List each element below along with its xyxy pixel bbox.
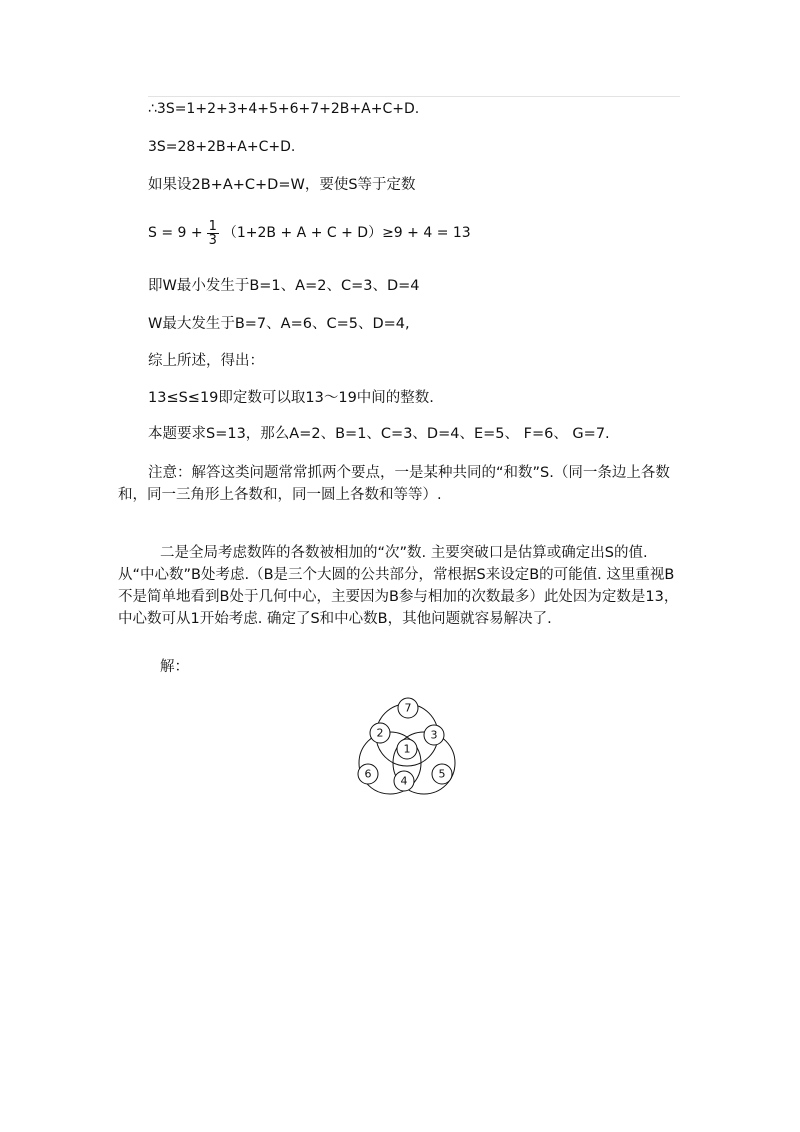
number-bottom: 4 — [400, 774, 408, 788]
text-line-8: 13≤S≤19即定数可以取13～19中间的整数. — [148, 390, 434, 406]
equation-line-1: ∴3S=1+2+3+4+5+6+7+2B+A+C+D. — [148, 101, 420, 117]
number-top: 7 — [404, 701, 412, 715]
fraction-numerator: 1 — [208, 218, 217, 234]
text-line-7: 综上所述，得出： — [148, 353, 264, 369]
formula-right: （1+2B + A + C + D）≥9 + 4 = 13 — [222, 225, 471, 241]
formula-left: S = 9 + — [148, 225, 203, 241]
solution-label: 解： — [160, 659, 189, 675]
number-bottom-left: 6 — [364, 767, 372, 781]
second-paragraph: 二是全局考虑数阵的各数被相加的“次”数. 主要突破口是估算或确定出S的值. 从“中心数”B处考虑.（B是三个大圆的公共部分，常根据S来设定B的可能值. 这里重视B不是简单地看到B处于几何中心，主要因为B参与相加的次数最多）此处因为定数是13，中心数可从1开始考虑. 确定了S和中心数B，其他问题就容易解决了. — [118, 545, 679, 627]
formula-fraction — [207, 220, 219, 247]
text-line-6: W最大发生于B=7、A=6、C=5、D=4, — [148, 316, 410, 332]
equation-line-2: 3S=28+2B+A+C+D. — [148, 139, 296, 155]
formula-line — [148, 219, 471, 247]
fraction-denominator: 3 — [208, 232, 217, 248]
circle-number-diagram — [350, 690, 470, 804]
text-line-3: 如果设2B+A+C+D=W，要使S等于定数 — [148, 177, 416, 193]
number-upper-left: 2 — [376, 726, 384, 740]
number-upper-right: 3 — [430, 728, 438, 742]
number-center: 1 — [403, 742, 411, 756]
text-line-5: 即W最小发生于B=1、A=2、C=3、D=4 — [148, 278, 420, 294]
text-line-9: 本题要求S=13，那么A=2、B=1、C=3、D=4、E=5、 F=6、 G=7. — [148, 426, 610, 442]
note-paragraph: 注意：解答这类问题常常抓两个要点，一是某种共同的“和数”S.（同一条边上各数和，同一三角形上各数和，同一圆上各数和等等）. — [118, 465, 670, 503]
number-bottom-right: 5 — [438, 767, 446, 781]
top-rule — [148, 96, 680, 97]
